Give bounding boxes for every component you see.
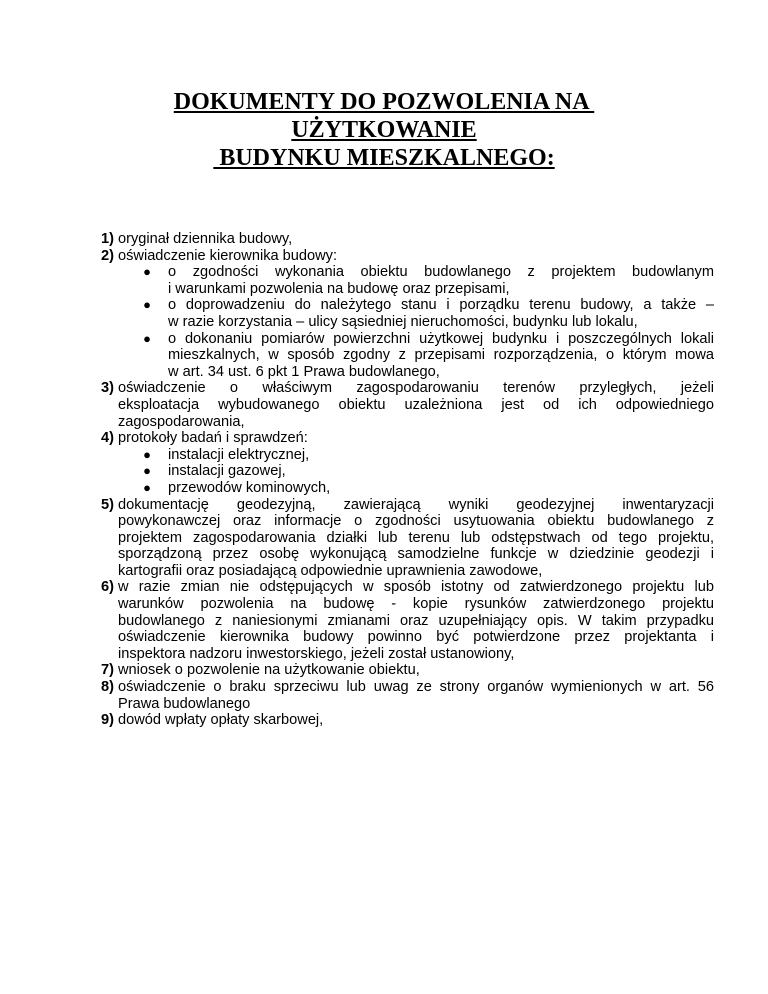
text-line: w art. 34 ust. 6 pkt 1 Prawa budowlanego, bbox=[168, 363, 440, 380]
list-item-text bbox=[118, 662, 714, 679]
text-line: projektem zagospodarowania działki lub terenu lub odstępstwach od tego projektu, bbox=[118, 529, 714, 546]
text-line: dokumentację geodezyjną, zawierającą wyniki geodezyjnej inwentaryzacji bbox=[118, 496, 714, 513]
sub-list-item bbox=[118, 463, 714, 480]
sub-list-item bbox=[118, 447, 714, 464]
text-line: o doprowadzeniu do należytego stanu i porządku terenu budowy, a także – bbox=[168, 297, 714, 314]
text-line: oświadczenie kierownika budowy: bbox=[118, 247, 338, 264]
text-line: w razie zmian nie odstępujących w sposób istotny od zatwierdzonego projektu lub bbox=[118, 579, 714, 596]
text-line: dowód wpłaty opłaty skarbowej, bbox=[118, 712, 324, 729]
sub-list bbox=[118, 264, 714, 380]
sub-list-item bbox=[118, 264, 714, 297]
bullet-icon: ● bbox=[143, 463, 151, 479]
list-item-text bbox=[118, 579, 714, 662]
text-line: i warunkami pozwolenia na budowę oraz przepisami, bbox=[168, 280, 510, 297]
text-line: o dokonaniu pomiarów powierzchni użytkowej budynku i poszczególnych lokali bbox=[168, 330, 714, 347]
sub-list bbox=[118, 447, 714, 497]
text-line: instalacji elektrycznej, bbox=[168, 446, 310, 463]
list-item bbox=[80, 248, 714, 381]
text-line: sporządzoną przez osobę wykonującą samodzielne funkcje w dziedzinie geodezji i bbox=[118, 546, 714, 563]
text-line: budowlanego z naniesionymi zmianami oraz uzupełniający opis. W takim przypadku bbox=[118, 612, 714, 629]
text-line: oryginał dziennika budowy, bbox=[118, 231, 293, 247]
text-line: oświadczenie kierownika budowy powinno być potwierdzone przez projektanta i bbox=[118, 629, 714, 646]
document-title bbox=[0, 88, 768, 172]
list-item-number: 1) bbox=[101, 231, 114, 247]
list-item-number: 5) bbox=[101, 496, 114, 513]
list-item-number: 9) bbox=[101, 712, 114, 729]
list-item bbox=[80, 497, 714, 580]
text-line: o zgodności wykonania obiektu budowlanego z projektem budowlanym bbox=[168, 264, 714, 281]
text-line: oświadczenie o właściwym zagospodarowaniu terenów przyległych, jeżeli bbox=[118, 380, 714, 397]
list-item-text bbox=[118, 430, 714, 447]
title-line-2: UŻYTKOWANIE bbox=[291, 117, 477, 143]
list-item bbox=[80, 579, 714, 662]
text-line: warunków pozwolenia na budowę - kopie rysunków zatwierdzonego projektu bbox=[118, 596, 714, 613]
text-line: w razie korzystania – ulicy sąsiedniej nieruchomości, budynku lub lokalu, bbox=[168, 313, 638, 330]
title-line-3: BUDYNKU MIESZKALNEGO: bbox=[213, 145, 555, 171]
text-line: protokoły badań i sprawdzeń: bbox=[118, 430, 308, 447]
list-item bbox=[80, 662, 714, 679]
bullet-icon: ● bbox=[143, 479, 151, 495]
list-item-text bbox=[118, 231, 714, 248]
text-line: inspektora nadzoru inwestorskiego, jeżeli został ustanowiony, bbox=[118, 645, 515, 662]
list-item-text bbox=[118, 497, 714, 580]
sub-list-item bbox=[118, 297, 714, 330]
text-line: eksploatacja wybudowanego obiektu uzależniona jest od ich odpowiedniego bbox=[118, 396, 714, 413]
list-item bbox=[80, 380, 714, 430]
text-line: zagospodarowania, bbox=[118, 413, 245, 430]
text-line: powykonawczej oraz informacje o zgodności usytuowania obiektu budowlanego z bbox=[118, 513, 714, 530]
bullet-icon: ● bbox=[143, 264, 151, 280]
list-item bbox=[80, 231, 714, 248]
list-item-number: 4) bbox=[101, 430, 114, 447]
text-line: Prawa budowlanego bbox=[118, 695, 251, 712]
list-item-number: 7) bbox=[101, 662, 114, 679]
bullet-icon: ● bbox=[143, 446, 151, 462]
list-item-number: 8) bbox=[101, 679, 114, 696]
title-line-1: DOKUMENTY DO POZWOLENIA NA bbox=[173, 89, 595, 115]
list-item-number: 2) bbox=[101, 247, 114, 264]
list-item-number: 6) bbox=[101, 579, 114, 596]
bullet-icon: ● bbox=[143, 297, 151, 313]
document-list bbox=[80, 231, 714, 729]
list-item bbox=[80, 712, 714, 729]
list-item-text bbox=[118, 712, 714, 729]
text-line: kartografii oraz posiadającą odpowiednie uprawnienia zawodowe, bbox=[118, 562, 543, 579]
sub-list-item bbox=[118, 331, 714, 381]
text-line: instalacji gazowej, bbox=[168, 463, 286, 480]
text-line: przewodów kominowych, bbox=[168, 479, 331, 496]
bullet-icon: ● bbox=[143, 330, 151, 346]
list-item bbox=[80, 679, 714, 712]
list-item bbox=[80, 430, 714, 496]
list-item-number: 3) bbox=[101, 380, 114, 397]
sub-list-item bbox=[118, 480, 714, 497]
list-item-text bbox=[118, 380, 714, 430]
list-item-text bbox=[118, 248, 714, 265]
text-line: mieszkalnych, w sposób zgodny z przepisami rozporządzenia, o którym mowa bbox=[168, 347, 714, 364]
text-line: wniosek o pozwolenie na użytkowanie obiektu, bbox=[118, 662, 420, 679]
list-item-text bbox=[118, 679, 714, 712]
text-line: oświadczenie o braku sprzeciwu lub uwag ze strony organów wymienionych w art. 56 bbox=[118, 679, 714, 696]
